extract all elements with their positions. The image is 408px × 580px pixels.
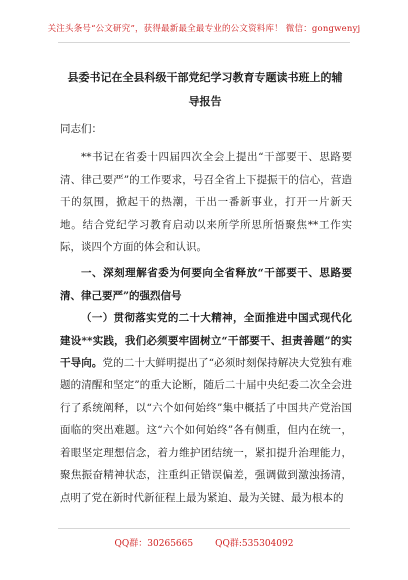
document-title	[60, 66, 350, 114]
title-line-2: 导报告	[188, 95, 222, 108]
title-line-1: 县委书记在全县科级干部党纪学习教育专题读书班上的辅	[67, 71, 343, 84]
header-divider	[58, 42, 350, 43]
footer-qq-group-2: QQ群:535304092	[215, 539, 294, 549]
subsection-paragraph-1	[60, 307, 352, 509]
footer-qq-group-1: QQ群：30265665	[114, 539, 194, 549]
footer-contacts	[0, 536, 408, 549]
section-heading-1: 一、深刻理解省委为何要向全省释放“干部要干、思路要清、律己要严”的强烈信号	[60, 267, 352, 302]
footer-divider	[58, 528, 350, 529]
document-body	[60, 118, 352, 509]
paragraph-intro: **书记在省委十四届四次全会上提出“干部要干、思路要清、律己要严”的工作要求，号召全省上下提振干的信心，营造干的氛围，掀起干的热潮，干出一番新事业，打开一片新天地。结合党纪学习教育启动以来所学所思所悟聚焦**工作实际，谈四个方面的体会和认识。	[60, 151, 352, 254]
subsection-body-1: 党的二十大鲜明提出了“必须时刻保持解决大党独有难题的清醒和坚定”的重大论断，随后二十届中央纪委二次全会进行了系统阐释，以“六个如何始终”集中概括了中国共产党治国面临的突出难题。这“六个如何始终”各有侧重，但内在统一，着眼坚定理想信念，着力维护团结统一，紧扣提升治理能力，聚焦振奋精神状态，注重纠正错误偏差，强调做到激浊扬清，点明了党在新时代新征程上最为紧迫、最为关键、最为根本的	[60, 357, 352, 504]
header-promo-note: 关注头条号“公文研究”，获得最新最全最专业的公文资料库！ 微信：gongwenyj	[47, 24, 361, 34]
salutation: 同志们：	[60, 123, 102, 135]
subsection-heading-1: （一）贯彻落实党的二十大精神，全面推进中国式现代化建设**实践，我们必须要牢固树立“干部要干、担责善题”的实干导向。	[60, 312, 352, 370]
